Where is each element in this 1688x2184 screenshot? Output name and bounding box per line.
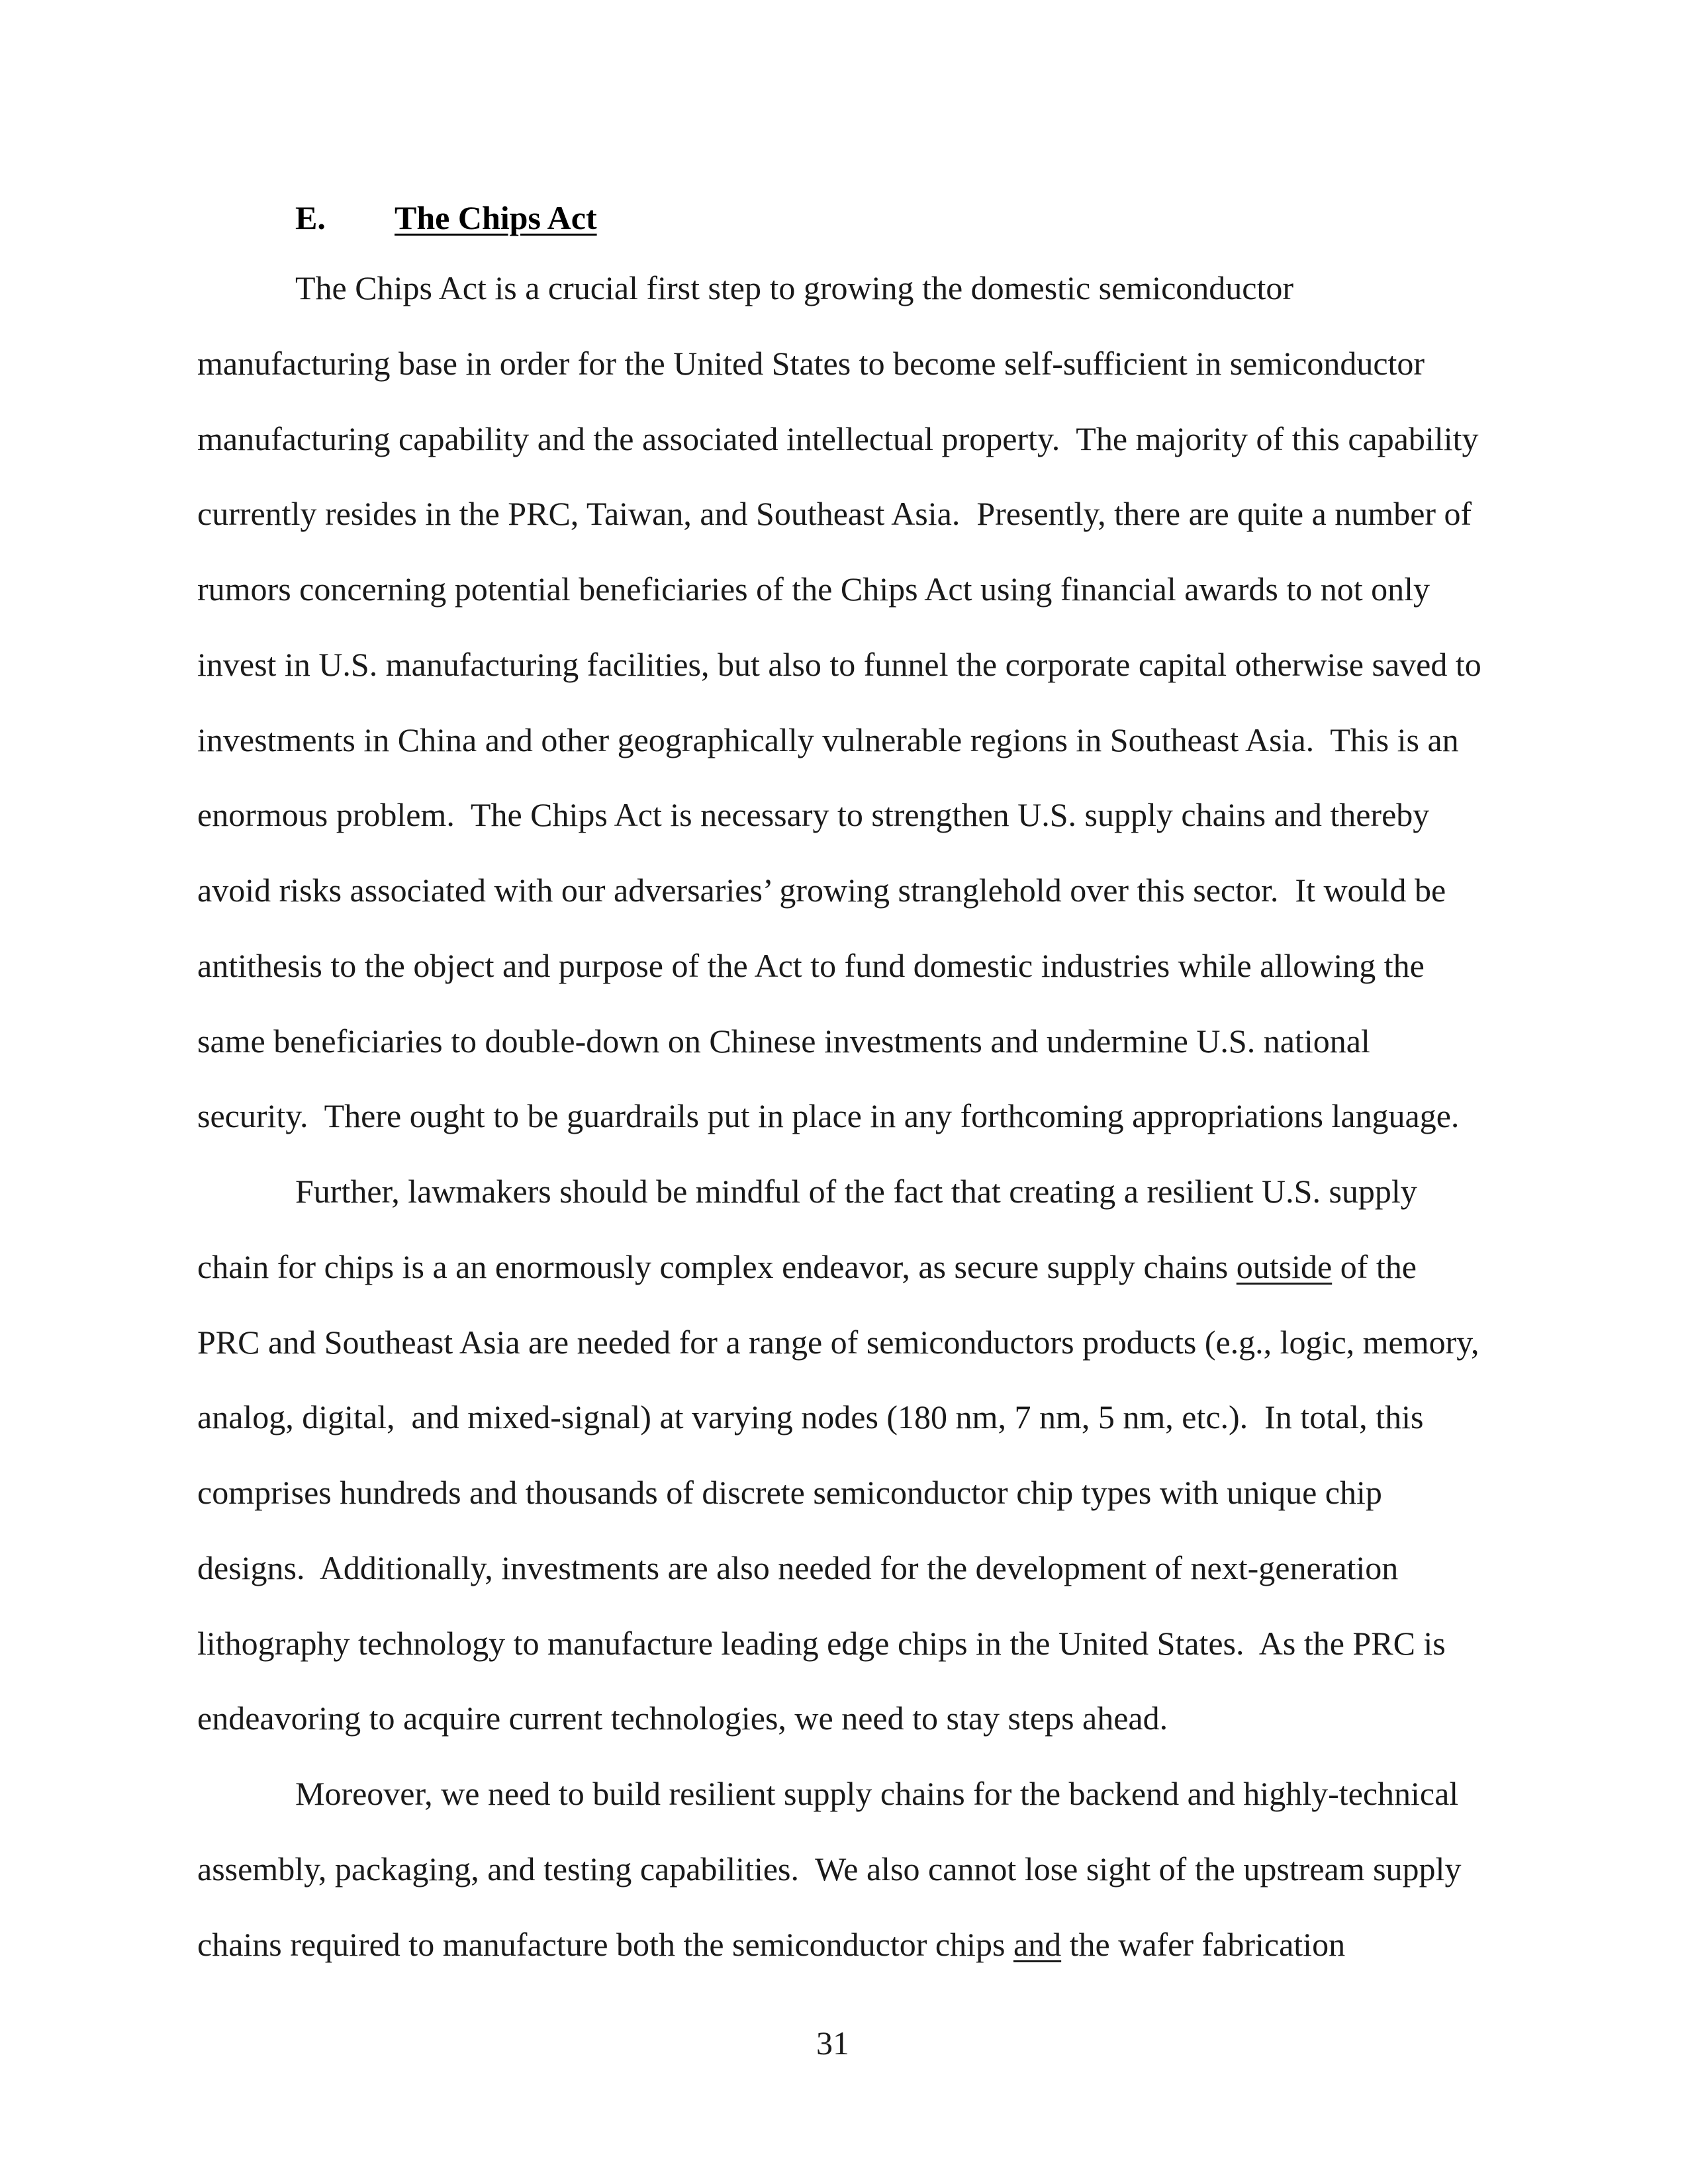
text-line <box>197 1832 1461 1907</box>
text-segment: rumors concerning potential beneficiaries of the Chips Act using financial awards to not only <box>197 570 1430 608</box>
text-line <box>197 627 1481 703</box>
text-line <box>197 1305 1479 1381</box>
text-line <box>197 1004 1370 1079</box>
text-segment: same beneficiaries to double-down on Chinese investments and undermine U.S. national <box>197 1022 1370 1060</box>
text-line <box>197 402 1478 477</box>
underlined-text: and <box>1013 1925 1062 1963</box>
text-segment: lithography technology to manufacture leading edge chips in the United States. As the PRC is <box>197 1624 1446 1662</box>
text-segment: chain for chips is a an enormously complex endeavor, as secure supply chains <box>197 1248 1237 1285</box>
text-segment: endeavoring to acquire current technologies, we need to stay steps ahead. <box>197 1700 1168 1737</box>
text-line <box>197 778 1429 853</box>
text-line <box>295 1154 1417 1230</box>
text-line <box>197 1455 1382 1531</box>
text-segment: chains required to manufacture both the semiconductor chips <box>197 1925 1013 1963</box>
text-line <box>295 251 1293 326</box>
page-number: 31 <box>816 2025 849 2062</box>
text-segment: the wafer fabrication <box>1061 1925 1346 1963</box>
text-segment: manufacturing capability and the associated intellectual property. The majority of this capability <box>197 420 1479 457</box>
text-segment: avoid risks associated with our adversaries’ growing stranglehold over this sector. It would be <box>197 872 1446 909</box>
text-line <box>197 1380 1423 1455</box>
text-segment: Moreover, we need to build resilient supply chains for the backend and highly-technical <box>295 1775 1459 1812</box>
text-segment: investments in China and other geographically vulnerable regions in Southeast Asia. This is an <box>197 721 1459 758</box>
text-segment: security. There ought to be guardrails put in place in any forthcoming appropriations language. <box>197 1097 1460 1135</box>
text-segment: comprises hundreds and thousands of discrete semiconductor chip types with unique chip <box>197 1474 1382 1511</box>
text-segment: currently resides in the PRC, Taiwan, and Southeast Asia. Presently, there are quite a number of <box>197 495 1472 533</box>
text-line <box>197 853 1446 929</box>
text-line <box>197 326 1425 402</box>
text-line <box>197 929 1425 1004</box>
text-segment: designs. Additionally, investments are also needed for the development of next-generation <box>197 1549 1399 1586</box>
text-segment: assembly, packaging, and testing capabilities. We also cannot lose sight of the upstream supply <box>197 1850 1462 1888</box>
text-segment: The Chips Act is a crucial first step to growing the domestic semiconductor <box>295 269 1294 306</box>
text-segment: enormous problem. The Chips Act is necessary to strengthen U.S. supply chains and thereby <box>197 796 1430 834</box>
text-line <box>197 1079 1459 1154</box>
text-segment: PRC and Southeast Asia are needed for a range of semiconductors products (e.g., logic, memory, <box>197 1323 1479 1361</box>
section-number: E. <box>295 199 326 236</box>
text-line <box>197 1907 1345 1983</box>
text-segment: Further, lawmakers should be mindful of the fact that creating a resilient U.S. supply <box>295 1173 1417 1210</box>
text-line <box>197 477 1472 552</box>
text-line <box>197 1606 1446 1682</box>
text-line <box>197 1681 1168 1756</box>
text-segment: manufacturing base in order for the United States to become self-sufficient in semiconductor <box>197 344 1425 382</box>
text-line <box>197 552 1430 627</box>
text-segment: antithesis to the object and purpose of the Act to fund domestic industries while allowing the <box>197 946 1425 984</box>
text-line <box>197 703 1459 778</box>
text-line <box>295 1756 1458 1832</box>
text-segment: of the <box>1332 1248 1417 1285</box>
text-segment: invest in U.S. manufacturing facilities, but also to funnel the corporate capital otherwise saved to <box>197 645 1481 683</box>
underlined-text: outside <box>1236 1248 1333 1285</box>
section-title: The Chips Act <box>395 199 597 236</box>
text-line <box>197 1230 1417 1305</box>
text-segment: analog, digital, and mixed-signal) at varying nodes (180 nm, 7 nm, 5 nm, etc.). In total, this <box>197 1398 1424 1436</box>
text-line <box>197 1531 1398 1606</box>
